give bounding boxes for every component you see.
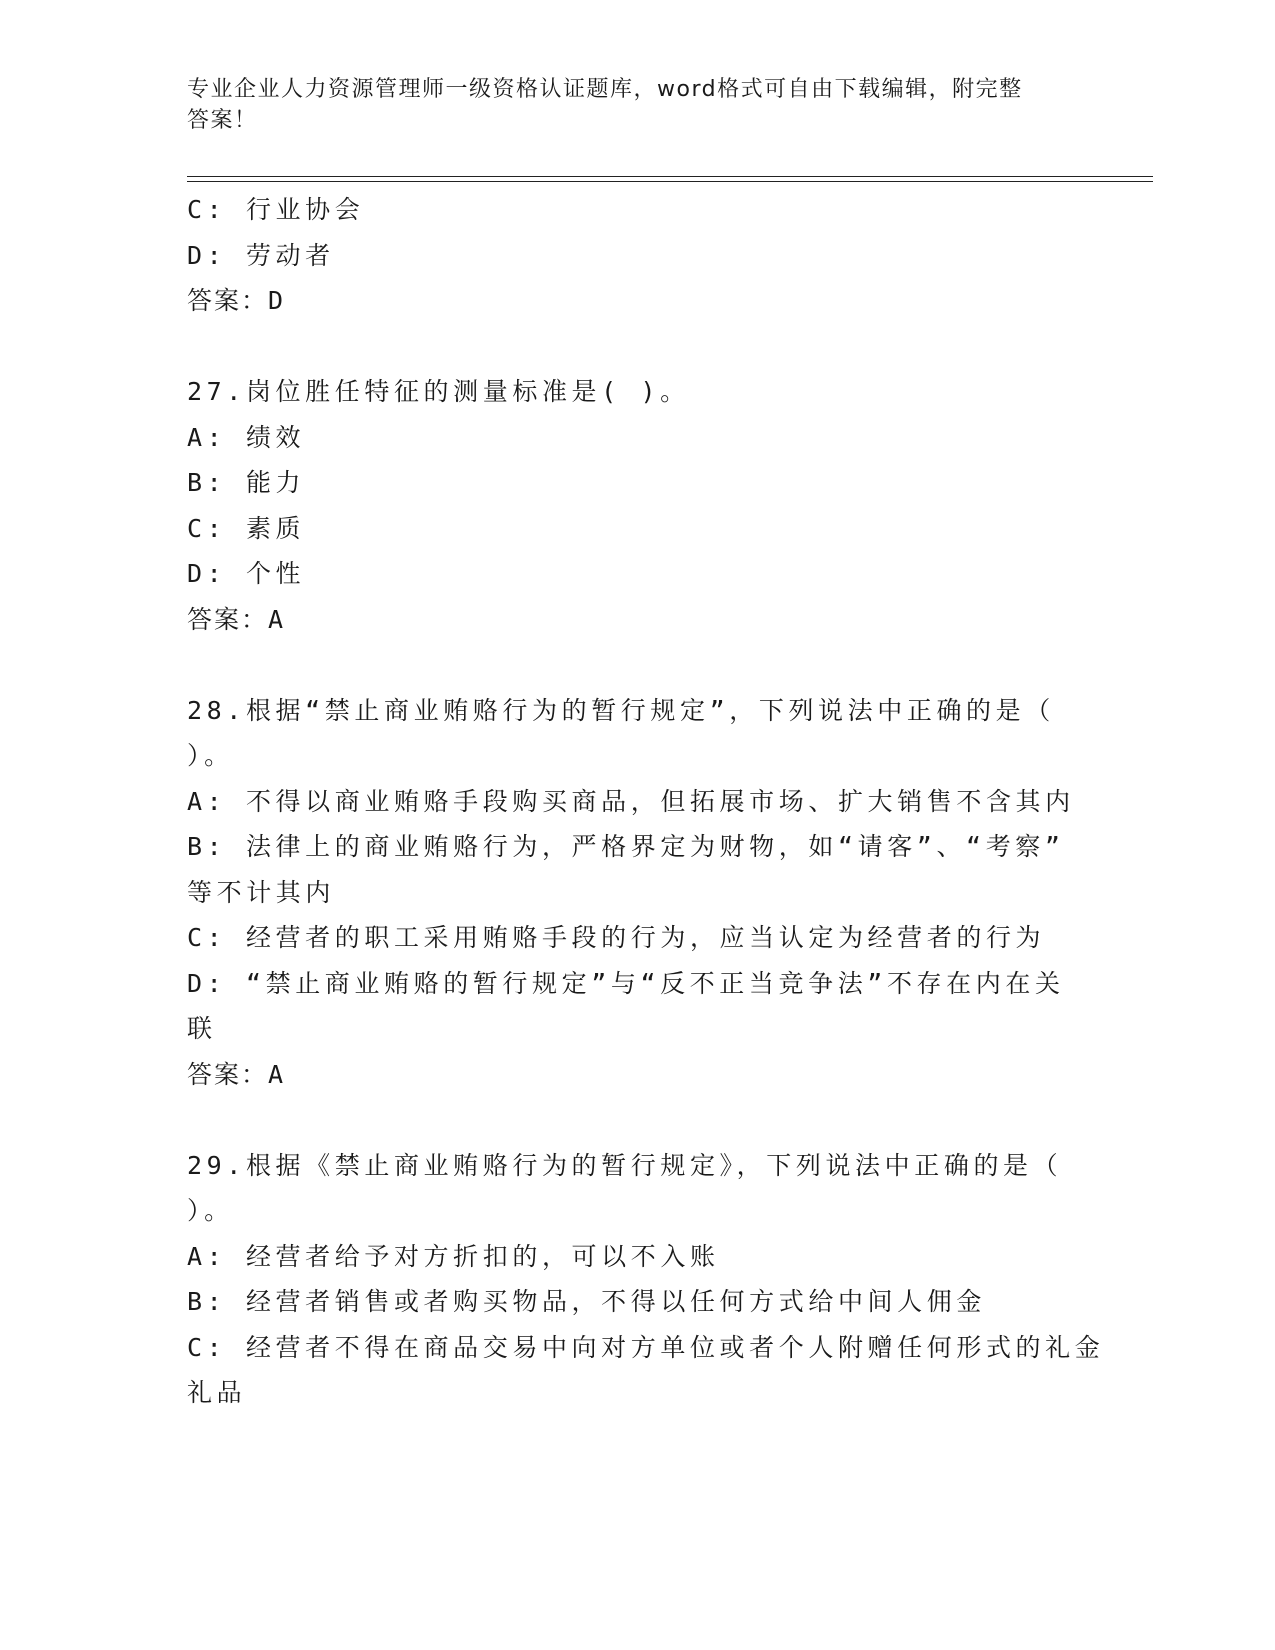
q29-option-c-line-1: C: 经营者不得在商品交易中向对方单位或者个人附赠任何形式的礼金 <box>187 1332 1105 1362</box>
q26-option-c: C: 行业协会 <box>187 195 365 224</box>
q26-option-d: D: 劳动者 <box>187 240 335 270</box>
q29-option-c-line-2: 礼品 <box>187 1378 247 1407</box>
q28-answer: 答案：A <box>187 1059 286 1089</box>
spacer <box>187 1097 1087 1143</box>
q28-option-b-line-2: 等不计其内 <box>187 877 336 907</box>
question-list <box>187 187 1105 1416</box>
q28-question-line-2: ）。 <box>187 741 234 770</box>
q27-option-d: D: 个性 <box>187 559 306 588</box>
document-header <box>187 74 1067 136</box>
spacer <box>187 324 1087 370</box>
q28-option-d-line-1: D: “禁止商业贿赂的暂行规定”与“反不正当竞争法”不存在内在关 <box>187 968 1065 998</box>
q29-question-line-2: ）。 <box>187 1196 234 1225</box>
q28-question-line-1: 28.根据“禁止商业贿赂行为的暂行规定”，下列说法中正确的是（ <box>187 695 1055 725</box>
header-divider-top <box>187 176 1153 177</box>
q27-question: 27.岗位胜任特征的测量标准是( )。 <box>187 377 690 406</box>
q28-option-a: A: 不得以商业贿赂手段购买商品，但拓展市场、扩大销售不含其内 <box>187 786 1075 816</box>
q29-option-a: A: 经营者给予对方折扣的，可以不入账 <box>187 1241 720 1271</box>
q29-question-line-1: 29.根据《禁止商业贿赂行为的暂行规定》，下列说法中正确的是（ <box>187 1150 1063 1180</box>
q28-option-d-line-2: 联 <box>187 1014 217 1043</box>
q27-option-b: B: 能力 <box>187 468 306 497</box>
q27-option-c: C: 素质 <box>187 513 306 543</box>
q26-answer: 答案：D <box>187 286 286 315</box>
header-line-1: 专业企业人力资源管理师一级资格认证题库，word格式可自由下载编辑，附完整 <box>187 77 1023 102</box>
q28-option-b-line-1: B: 法律上的商业贿赂行为，严格界定为财物，如“请客”、“考察” <box>187 832 1065 861</box>
header-line-2: 答案！ <box>187 108 258 133</box>
q27-answer: 答案：A <box>187 604 286 634</box>
q29-option-b: B: 经营者销售或者购买物品，不得以任何方式给中间人佣金 <box>187 1287 986 1316</box>
q27-option-a: A: 绩效 <box>187 422 306 452</box>
spacer <box>187 642 1087 688</box>
q28-option-c: C: 经营者的职工采用贿赂手段的行为，应当认定为经营者的行为 <box>187 923 1046 952</box>
header-divider-bottom <box>187 181 1153 182</box>
